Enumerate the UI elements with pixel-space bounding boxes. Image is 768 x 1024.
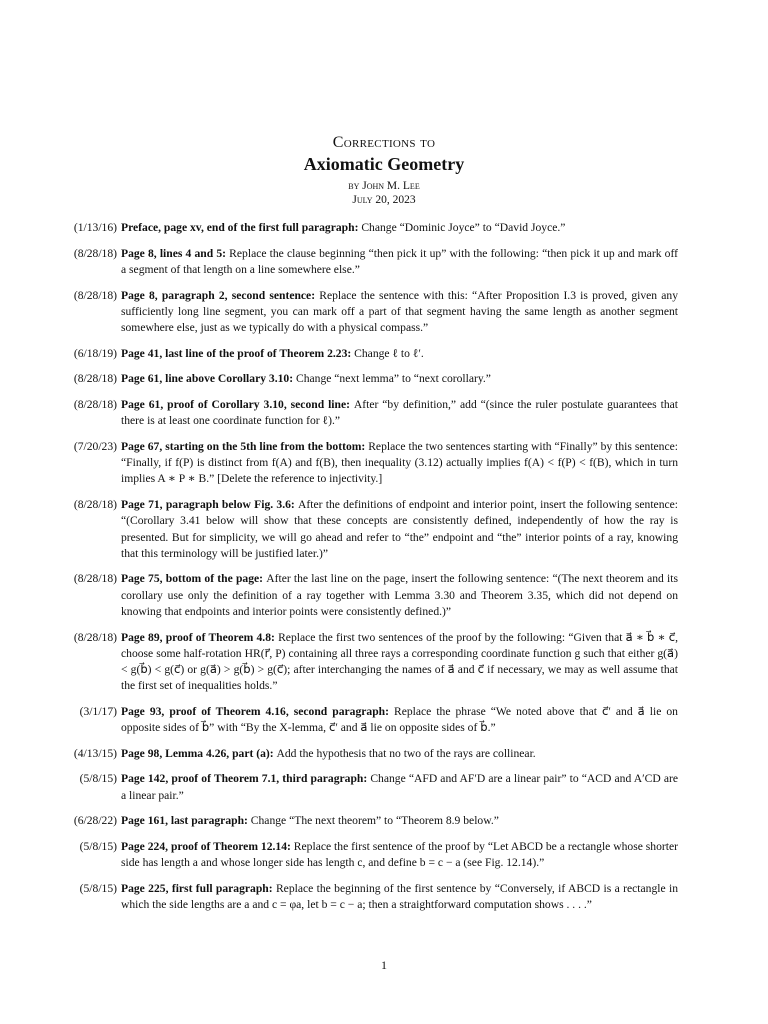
correction-entry xyxy=(68,881,678,913)
entry-text: Replace the first two sentences of the proof by the following: “Given that a⃗ ∗ b⃗ ∗ c⃗, choose some half-rotation HR(r⃗, P) containing all three rays a corresponding coordinate function g such that either g(a⃗) < g(b⃗) < g(c⃗) or g(a⃗) > g(b⃗) > g(c⃗); after interchanging the names of a⃗ and c⃗ if necessary, we may as well assume that the first set of inequalities holds.” xyxy=(121,630,678,693)
entry-date: (8/28/18) xyxy=(73,246,117,260)
correction-entry xyxy=(68,371,678,387)
correction-entry xyxy=(68,704,678,736)
entry-text: Change “AFD and AF′D are a linear pair” to “ACD and A′CD are a linear pair.” xyxy=(121,772,678,802)
correction-entry xyxy=(68,771,678,803)
entry-date: (3/1/17) xyxy=(79,704,117,718)
entry-text: Replace the two sentences starting with “Finally” by this sentence: “Finally, if f(P) is distinct from f(A) and f(B), then inequality (3.12) actually implies f(A) < f(P) < f(B), which in turn implies A ∗ P ∗ B.” [Delete the reference to injectivity.] xyxy=(121,440,678,486)
title-prefix: Corrections to xyxy=(332,134,436,151)
entry-date: (6/28/22) xyxy=(73,814,117,828)
entry-location: Page 93, proof of Theorem 4.16, second paragraph: xyxy=(121,704,394,718)
entry-location: Page 8, paragraph 2, second sentence: xyxy=(121,288,320,302)
entry-location: Page 61, line above Corollary 3.10: xyxy=(121,372,296,386)
correction-entry xyxy=(68,246,678,278)
entry-date: (6/18/19) xyxy=(73,346,117,360)
entry-text: Change “Dominic Joyce” to “David Joyce.” xyxy=(361,221,566,234)
correction-entry xyxy=(68,630,678,695)
correction-entry xyxy=(68,497,678,562)
entry-date: (5/8/15) xyxy=(79,840,117,854)
entry-text: After the definitions of endpoint and interior point, insert the following sentence: “(Corollary 3.41 below will show that these concepts are consistently defined, independently of how the ray is presented. But for simplicity, we will go ahead and refer to “the” endpoint and “the” interior points of a ray, knowing that this terminology will be justified later.)” xyxy=(121,498,678,560)
correction-entry xyxy=(68,813,678,829)
correction-entry xyxy=(68,746,678,762)
document-title: Axiomatic Geometry xyxy=(303,154,465,174)
entry-date: (4/13/15) xyxy=(73,746,117,760)
corrections-list xyxy=(68,220,678,923)
entry-date: (5/8/15) xyxy=(79,772,117,786)
document-date: July 20, 2023 xyxy=(352,194,416,206)
entry-location: Page 75, bottom of the page: xyxy=(121,572,267,586)
entry-location: Page 224, proof of Theorem 12.14: xyxy=(121,840,294,854)
entry-date: (8/28/18) xyxy=(73,288,117,302)
entry-date: (8/28/18) xyxy=(73,572,117,586)
correction-entry xyxy=(68,220,678,236)
entry-date: (7/20/23) xyxy=(73,440,117,454)
correction-entry xyxy=(68,439,678,488)
correction-entry xyxy=(68,839,678,871)
entry-location: Page 225, first full paragraph: xyxy=(121,882,276,895)
entry-location: Page 142, proof of Theorem 7.1, third paragraph: xyxy=(121,772,371,786)
author: by John M. Lee xyxy=(348,180,420,192)
entry-text: Replace the beginning of the first sentence by “Conversely, if ABCD is a rectangle in which the side lengths are a and c = φa, let b = c − a; then a straightforward computation shows . . . .” xyxy=(121,882,678,912)
entry-location: Page 8, lines 4 and 5: xyxy=(121,246,230,260)
entry-date: (1/13/16) xyxy=(73,221,117,234)
entry-location: Page 67, starting on the 5th line from the bottom: xyxy=(121,440,369,454)
entry-location: Page 71, paragraph below Fig. 3.6: xyxy=(121,498,299,512)
entry-date: (8/28/18) xyxy=(73,398,117,412)
page-number: 1 xyxy=(381,958,387,972)
entry-location: Page 98, Lemma 4.26, part (a): xyxy=(121,746,277,760)
entry-location: Preface, page xv, end of the first full paragraph: xyxy=(121,221,362,234)
entry-text: After the last line on the page, insert the following sentence: “(The next theorem and its corollary use only the definition of a ray together with Lemma 3.30 and Theorem 3.35, which did not depend on knowing that endpoints and interior points were consistently defined.)” xyxy=(121,572,679,618)
entry-text: Add the hypothesis that no two of the rays are collinear. xyxy=(276,746,536,760)
correction-entry xyxy=(68,397,678,429)
correction-entry xyxy=(68,571,678,620)
entry-text: Replace the sentence with this: “After Proposition I.3 is proved, given any sufficiently long line segment, you can mark off a part of that segment having the same length as another segment somewhere else, just as we typically do with a physical compass.” xyxy=(121,288,678,335)
entry-location: Page 61, proof of Corollary 3.10, second line: xyxy=(121,398,354,412)
entry-text: Change “next lemma” to “next corollary.” xyxy=(295,372,491,386)
entry-date: (8/28/18) xyxy=(73,372,117,386)
entry-date: (5/8/15) xyxy=(79,882,117,895)
correction-entry xyxy=(68,346,678,362)
entry-location: Page 89, proof of Theorem 4.8: xyxy=(121,630,279,644)
entry-text: Change ℓ to ℓ′. xyxy=(354,346,424,360)
entry-date: (8/28/18) xyxy=(73,498,117,512)
entry-text: Replace the clause beginning “then pick it up” with the following: “then pick it up and mark off a segment of that length on a line somewhere else.” xyxy=(121,246,678,276)
entry-text: Replace the phrase “We noted above that c⃗′ and a⃗ lie on opposite sides of b⃗” with “By the X-lemma, c⃗′ and a⃗ lie on opposite sides of b⃗.” xyxy=(121,704,678,735)
entry-text: Replace the first sentence of the proof by “Let ABCD be a rectangle whose shorter side has length a and whose longer side has length c, and define b = c − a (see Fig. 12.14).” xyxy=(121,840,678,870)
entry-location: Page 41, last line of the proof of Theorem 2.23: xyxy=(121,346,355,360)
entry-location: Page 161, last paragraph: xyxy=(121,814,251,828)
correction-entry xyxy=(68,288,678,337)
title-block xyxy=(0,134,768,207)
entry-text: Change “The next theorem” to “Theorem 8.9 below.” xyxy=(250,814,499,828)
entry-date: (8/28/18) xyxy=(73,630,117,644)
entry-text: After “by definition,” add “(since the ruler postulate guarantees that there is at least one coordinate function for ℓ).” xyxy=(121,398,678,428)
